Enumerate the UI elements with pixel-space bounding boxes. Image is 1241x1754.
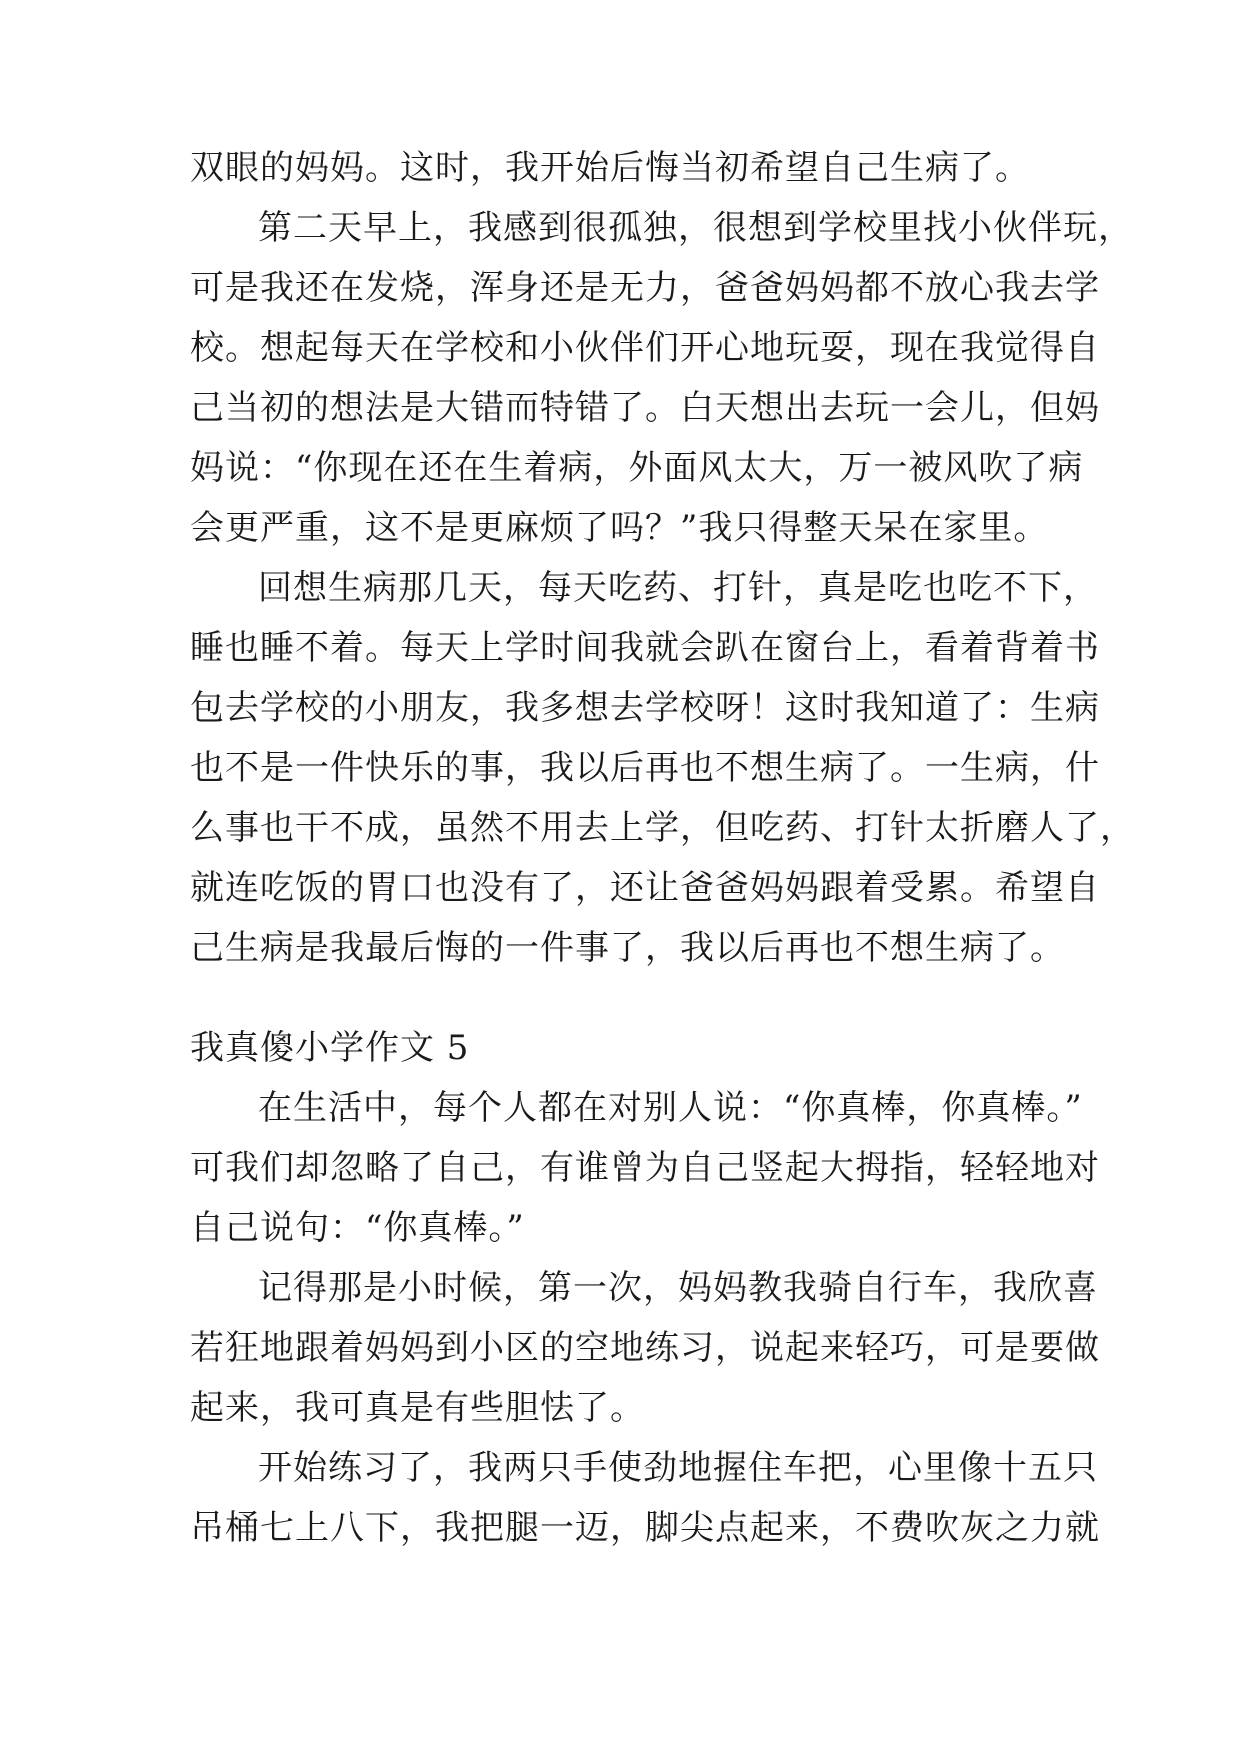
text-line: 双眼的妈妈。这时，我开始后悔当初希望自己生病了。 (190, 148, 1030, 188)
text-line: 若狂地跟着妈妈到小区的空地练习，说起来轻巧，可是要做 (190, 1328, 1100, 1368)
text-line: 可我们却忽略了自己，有谁曾为自己竖起大拇指，轻轻地对 (190, 1148, 1100, 1188)
text-line: 第二天早上，我感到很孤独，很想到学校里找小伙伴玩， (258, 208, 1133, 248)
text-line: 可是我还在发烧，浑身还是无力，爸爸妈妈都不放心我去学 (190, 268, 1100, 308)
text-line: 起来，我可真是有些胆怯了。 (190, 1388, 645, 1428)
text-line: 开始练习了，我两只手使劲地握住车把，心里像十五只 (258, 1448, 1098, 1488)
text-line: 自己说句：“你真棒。” (190, 1208, 525, 1248)
text-line: 在生活中，每个人都在对别人说：“你真棒，你真棒。” (258, 1088, 1083, 1128)
text-line: 己生病是我最后悔的一件事了，我以后再也不想生病了。 (190, 928, 1065, 968)
text-line: 包去学校的小朋友，我多想去学校呀！这时我知道了：生病 (190, 688, 1100, 728)
text-line: 吊桶七上八下，我把腿一迈，脚尖点起来，不费吹灰之力就 (190, 1508, 1100, 1548)
text-line: 回想生病那几天，每天吃药、打针，真是吃也吃不下， (258, 568, 1098, 608)
text-line: 会更严重，这不是更麻烦了吗？”我只得整天呆在家里。 (190, 508, 1049, 548)
text-line: 妈说：“你现在还在生着病，外面风太大，万一被风吹了病 (190, 448, 1084, 488)
section-title: 我真傻小学作文 5 (190, 1028, 470, 1068)
text-line: 记得那是小时候，第一次，妈妈教我骑自行车，我欣喜 (258, 1268, 1098, 1308)
text-line: 己当初的想法是大错而特错了。白天想出去玩一会儿，但妈 (190, 388, 1100, 428)
text-line: 就连吃饭的胃口也没有了，还让爸爸妈妈跟着受累。希望自 (190, 868, 1100, 908)
text-line: 么事也干不成，虽然不用去上学，但吃药、打针太折磨人了， (190, 808, 1135, 848)
text-line: 睡也睡不着。每天上学时间我就会趴在窗台上，看着背着书 (190, 628, 1100, 668)
text-line: 校。想起每天在学校和小伙伴们开心地玩耍，现在我觉得自 (190, 328, 1100, 368)
text-line: 也不是一件快乐的事，我以后再也不想生病了。一生病，什 (190, 748, 1100, 788)
